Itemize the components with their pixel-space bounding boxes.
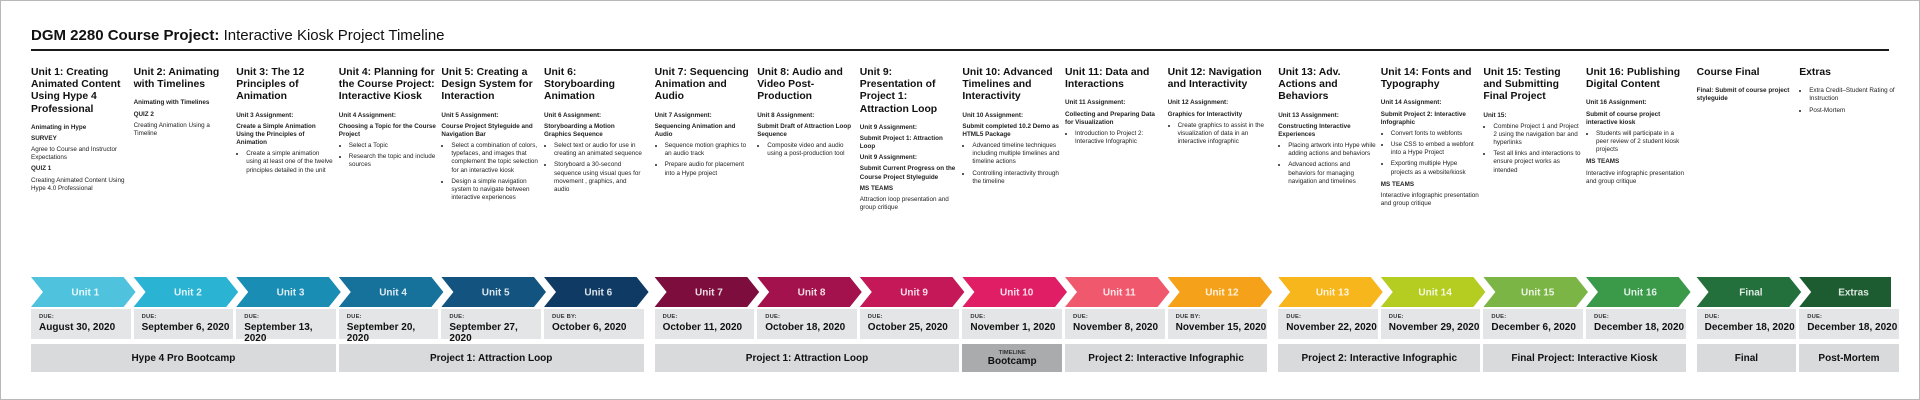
- due-cell: [134, 309, 234, 339]
- assignment-description: Interactive infographic presentation and group critique: [1586, 169, 1685, 185]
- unit-heading: Extras: [1799, 67, 1831, 78]
- task-list: [1483, 123, 1581, 175]
- unit-column: [1483, 67, 1581, 179]
- due-cell: [236, 309, 336, 344]
- project-phase-row: [31, 344, 1891, 372]
- title-divider: [31, 49, 1889, 51]
- unit-column: [962, 67, 1060, 190]
- chevron-label: Unit 14: [1418, 287, 1452, 299]
- assignment-description: Submit completed 10.2 Demo as HTML5 Package: [962, 122, 1059, 138]
- chevron-label: Unit 2: [174, 287, 202, 299]
- assignment-label: Unit 5 Assignment:: [441, 111, 499, 119]
- assignment-description: Submit Project 2: Interactive Infographic: [1380, 110, 1466, 126]
- assignment-label: Unit 13 Assignment:: [1278, 111, 1339, 119]
- due-label: DUE:: [970, 314, 986, 320]
- due-label: DUE:: [449, 314, 465, 320]
- chevron-label: Unit 3: [276, 287, 305, 299]
- phase-label: Project 2: Interactive Infographic: [1088, 352, 1244, 364]
- task-item: • Design a simple navigation system to navigate between interactive experiences: [451, 178, 539, 203]
- chevron-label: Unit 15: [1521, 287, 1555, 299]
- task-item: • Test all links and interactions to ensure project works as intended: [1493, 150, 1581, 175]
- assignment-label: Unit 4 Assignment:: [338, 111, 396, 119]
- unit-column: [1697, 67, 1795, 107]
- due-date: August 30, 2020: [39, 322, 116, 333]
- chevron-label: Unit 1: [71, 287, 100, 299]
- assignment-description: Submit Current Progress on the Course Project Styleguide: [859, 165, 956, 181]
- chevron-label: Unit 5: [481, 287, 510, 299]
- unit-heading: Unit 3: The 12 Principles of Animation: [236, 67, 305, 103]
- task-item: • Extra Credit–Student Rating of Instruction: [1809, 87, 1897, 103]
- phase-bar: [1065, 344, 1267, 372]
- unit-heading: Course Final: [1696, 67, 1760, 78]
- unit-heading: Unit 9: Presentation of Project 1: Attraction Loop: [859, 67, 938, 115]
- assignment-label: Unit 15:: [1483, 111, 1507, 119]
- due-cell: [1586, 309, 1686, 339]
- due-label: DUE:: [1388, 314, 1404, 320]
- due-label: DUE:: [1286, 314, 1302, 320]
- assignment-label: MS TEAMS: [1380, 180, 1415, 188]
- assignment-description: Attraction loop presentation and group critique: [859, 195, 949, 212]
- assignment-description: Agree to Course and Instructor Expectations: [31, 146, 118, 162]
- due-date: October 11, 2020: [662, 322, 743, 333]
- assignment-label: Unit 9 Assignment:: [859, 154, 917, 162]
- chevron-label: Extras: [1838, 287, 1869, 299]
- assignment-label: Unit 12 Assignment:: [1167, 99, 1229, 107]
- assignment-description: Create a Simple Animation Using the Principles of Animation: [236, 122, 316, 147]
- unit-column: [544, 67, 642, 198]
- due-cell: [1168, 309, 1268, 339]
- assignment-label: Unit 11 Assignment:: [1065, 99, 1126, 107]
- phase-label: Final Project: Interactive Kiosk: [1511, 352, 1658, 364]
- task-item: • Convert fonts to webfonts: [1391, 130, 1479, 138]
- due-label: DUE:: [1073, 314, 1088, 320]
- due-date: October 25, 2020: [867, 322, 948, 333]
- unit-columns: [31, 67, 1895, 277]
- task-list: [1799, 87, 1897, 115]
- task-list: [544, 142, 642, 194]
- assignment-label: MS TEAMS: [859, 184, 894, 192]
- assignment-label: SURVEY: [31, 134, 57, 142]
- due-cell: [441, 309, 541, 344]
- task-item: • Select a Topic: [349, 142, 437, 150]
- due-label: DUE:: [244, 314, 260, 320]
- unit-heading: Unit 7: Sequencing Animation and Audio: [654, 67, 749, 103]
- due-cell: [1483, 309, 1583, 339]
- due-label: DUE BY:: [552, 314, 577, 320]
- due-cell: [1799, 309, 1899, 339]
- due-label: DUE:: [765, 314, 781, 320]
- task-list: [1381, 130, 1479, 177]
- due-cell: [1065, 309, 1165, 339]
- assignment-description: Storyboarding a Motion Graphics Sequence: [544, 122, 615, 138]
- due-label: DUE BY:: [1175, 314, 1201, 320]
- task-item: • Select a combination of colors, typefaces, and images that complement the topic selection for an interactive kiosk: [451, 142, 539, 175]
- task-list: [757, 142, 855, 158]
- unit-heading: Unit 10: Advanced Timelines and Interactivity: [962, 67, 1053, 103]
- task-list: [1278, 142, 1376, 186]
- task-item: • Placing artwork into Hype while adding actions and behaviors: [1288, 142, 1376, 158]
- due-cell: [860, 309, 960, 339]
- phase-bar: [1483, 344, 1685, 372]
- chevron-label: Unit 7: [695, 287, 723, 299]
- unit-column: [31, 67, 129, 196]
- due-label: DUE:: [1491, 314, 1507, 320]
- assignment-description: Creating Animated Content Using Hype 4.0 Professional: [31, 176, 125, 192]
- task-item: • Students will participate in a peer review of 2 student kiosk projects: [1596, 130, 1684, 155]
- phase-label: Project 2: Interactive Infographic: [1301, 352, 1458, 364]
- due-date: November 22, 2020: [1286, 322, 1377, 333]
- due-cell: [655, 309, 755, 339]
- unit-column: [655, 67, 753, 182]
- task-list: [962, 142, 1060, 186]
- unit-column: [339, 67, 437, 174]
- assignment-label: QUIZ 1: [31, 165, 52, 173]
- due-date: October 6, 2020: [552, 322, 627, 333]
- due-label: DUE:: [346, 314, 362, 320]
- assignment-label: Unit 6 Assignment:: [544, 111, 602, 119]
- unit-heading: Unit 12: Navigation and Interactivity: [1167, 67, 1262, 91]
- unit-heading: Unit 8: Audio and Video Post-Production: [757, 67, 843, 103]
- unit-heading: Unit 5: Creating a Design System for Interaction: [441, 67, 533, 103]
- unit-heading: Unit 13: Adv. Actions and Behaviors: [1278, 67, 1341, 103]
- assignment-description: Submit Draft of Attraction Loop Sequence: [757, 122, 852, 138]
- assignment-description: Graphics for Interactivity: [1167, 110, 1243, 118]
- due-date: December 18, 2020: [1594, 322, 1685, 333]
- unit-column: [1381, 67, 1479, 211]
- assignment-label: Animating in Hype: [31, 123, 87, 131]
- due-cell: [962, 309, 1062, 339]
- phase-label: Final: [1734, 352, 1759, 364]
- assignment-description: Collecting and Preparing Data for Visualization: [1065, 110, 1155, 126]
- phase-label: Project 1: Attraction Loop: [429, 352, 553, 364]
- unit-column: [757, 67, 855, 162]
- page-title: [31, 27, 445, 44]
- chevron-label: Unit 4: [379, 287, 407, 299]
- unit-heading: Unit 4: Planning for the Course Project: Interactive Kiosk: [338, 67, 435, 103]
- unit-heading: Unit 2: Animating with Timelines: [133, 67, 220, 91]
- task-item: • Prepare audio for placement into a Hype project: [665, 161, 753, 177]
- due-date-row: [31, 309, 1898, 344]
- task-item: • Exporting multiple Hype projects as a website/kiosk: [1391, 160, 1479, 176]
- unit-column: [860, 67, 958, 215]
- task-list: [236, 150, 334, 175]
- unit-column: [1168, 67, 1266, 150]
- due-date: December 6, 2020: [1491, 322, 1576, 333]
- due-cell: [544, 309, 644, 339]
- chevron-label: Final: [1739, 287, 1763, 299]
- assignment-description: Creating Animation Using a Timeline: [133, 121, 210, 137]
- unit-column: [1586, 67, 1684, 189]
- due-date: September 20, 2020: [346, 322, 416, 344]
- assignment-description: Choosing a Topic for the Course Project: [338, 122, 436, 138]
- assignment-label: Unit 14 Assignment:: [1380, 99, 1442, 107]
- unit-column: [1799, 67, 1897, 119]
- title-rest: Interactive Kiosk Project Timeline: [223, 27, 445, 44]
- task-list: [1168, 122, 1266, 147]
- unit-heading: Unit 6: Storyboarding Animation: [544, 67, 616, 103]
- due-date: September 27, 2020: [449, 322, 518, 344]
- unit-column: [134, 67, 232, 141]
- phase-label: Bootcamp: [987, 355, 1037, 367]
- task-item: • Composite video and audio using a post-production tool: [767, 142, 855, 158]
- chevron-label: Unit 12: [1205, 287, 1239, 299]
- assignment-label: QUIZ 2: [133, 110, 154, 118]
- assignment-description: Submit of course project interactive kiosk: [1586, 110, 1661, 126]
- phase-bar: [655, 344, 960, 372]
- due-date: December 18, 2020: [1704, 322, 1795, 333]
- unit-heading: Unit 15: Testing and Submitting Final Project: [1483, 67, 1561, 103]
- task-item: • Advanced timeline techniques including multiple timelines and timeline actions: [972, 142, 1060, 167]
- due-cell: [339, 309, 439, 344]
- unit-heading: Unit 1: Creating Animated Content Using Hype 4 Professional: [31, 67, 121, 115]
- due-date: November 15, 2020: [1175, 322, 1267, 333]
- assignment-label: Unit 3 Assignment:: [236, 111, 294, 119]
- assignment-label: Final: Submit of course project styleguide: [1696, 87, 1790, 103]
- due-label: DUE:: [141, 314, 157, 320]
- timeline-arrows: [31, 277, 1891, 307]
- chevron-label: Unit 8: [797, 287, 826, 299]
- phase-bar: [1799, 344, 1899, 372]
- due-label: DUE:: [39, 314, 54, 320]
- due-date: November 1, 2020: [970, 322, 1056, 333]
- assignment-label: Unit 7 Assignment:: [654, 111, 712, 119]
- due-cell: [1381, 309, 1481, 339]
- due-cell: [31, 309, 131, 339]
- due-date: November 29, 2020: [1388, 322, 1480, 333]
- task-list: [339, 142, 437, 170]
- due-date: September 6, 2020: [141, 322, 230, 333]
- chevron-label: Unit 11: [1102, 287, 1136, 299]
- due-label: DUE:: [867, 314, 883, 320]
- due-label: DUE:: [662, 314, 678, 320]
- phase-bar: [1278, 344, 1480, 372]
- assignment-description: Submit Project 1: Attraction Loop: [859, 134, 943, 151]
- due-cell: [1278, 309, 1378, 339]
- assignment-description: Interactive infographic presentation and group critique: [1380, 191, 1479, 208]
- task-item: • Introduction to Project 2: Interactive Infographic: [1075, 130, 1163, 146]
- due-label: DUE:: [1704, 314, 1720, 320]
- phase-label: Post-Mortem: [1818, 352, 1880, 364]
- task-item: • Sequence motion graphics to an audio track: [665, 142, 753, 158]
- phase-bar: [31, 344, 336, 372]
- task-list: [441, 142, 539, 202]
- assignment-label: Animating with Timelines: [133, 99, 210, 107]
- phase-label: Hype 4 Pro Bootcamp: [131, 352, 236, 364]
- task-item: • Post-Mortem: [1809, 107, 1897, 115]
- task-item: • Use CSS to embed a webfont into a Hype Project: [1391, 141, 1479, 157]
- assignment-description: Course Project Styleguide and Navigation Bar: [441, 122, 533, 138]
- due-date: December 18, 2020: [1807, 322, 1898, 333]
- due-label: DUE:: [1807, 314, 1823, 320]
- task-item: • Advanced actions and behaviors for managing navigation and timelines: [1288, 161, 1376, 186]
- assignment-label: Unit 9 Assignment:: [859, 123, 917, 131]
- phase-bar: [962, 344, 1062, 372]
- due-date: November 8, 2020: [1073, 322, 1159, 333]
- phase-bar: [1697, 344, 1797, 372]
- task-item: • Select text or audio for use in creating an animated sequence: [554, 142, 642, 158]
- task-item: • Storyboard a 30-second sequence using visual ques for movement , graphics, and audio: [554, 161, 642, 194]
- unit-column: [1278, 67, 1376, 190]
- assignment-description: Constructing Interactive Experiences: [1278, 122, 1351, 138]
- chevron-label: Unit 9: [900, 287, 928, 299]
- phase-label: Project 1: Attraction Loop: [745, 352, 869, 364]
- assignment-label: Unit 10 Assignment:: [962, 111, 1024, 119]
- task-list: [1586, 130, 1684, 155]
- assignment-description: Sequencing Animation and Audio: [654, 122, 736, 138]
- task-item: • Create a simple animation using at least one of the twelve principles detailed in the unit: [246, 150, 334, 175]
- assignment-label: Unit 8 Assignment:: [757, 111, 815, 119]
- phase-bar: [339, 344, 644, 372]
- chevron-label: Unit 13: [1315, 287, 1350, 299]
- chevron-label: Unit 10: [1000, 287, 1034, 299]
- unit-heading: Unit 16: Publishing Digital Content: [1586, 67, 1681, 91]
- unit-column: [1065, 67, 1163, 150]
- assignment-label: Unit 16 Assignment:: [1586, 99, 1647, 107]
- task-list: [1065, 130, 1163, 146]
- chevron-label: Unit 6: [584, 287, 613, 299]
- due-label: DUE:: [1594, 314, 1609, 320]
- chevron-label: Unit 16: [1623, 287, 1657, 299]
- due-cell: [1697, 309, 1797, 339]
- task-item: • Create graphics to assist in the visualization of data in an interactive infographic: [1178, 122, 1266, 147]
- title-bold: DGM 2280 Course Project:: [31, 27, 220, 44]
- task-item: • Controlling interactivity through the timeline: [972, 170, 1060, 186]
- task-list: [655, 142, 753, 178]
- unit-heading: Unit 11: Data and Interactions: [1065, 67, 1150, 91]
- due-cell: [757, 309, 857, 339]
- phase-sublabel: TIMELINE: [998, 349, 1026, 356]
- unit-column: [236, 67, 334, 179]
- task-item: • Research the topic and include sources: [349, 153, 437, 169]
- due-date: October 18, 2020: [765, 322, 846, 333]
- unit-heading: Unit 14: Fonts and Typography: [1380, 67, 1472, 91]
- task-item: • Combine Project 1 and Project 2 using the navigation bar and hyperlinks: [1493, 123, 1581, 148]
- due-date: September 13, 2020: [244, 322, 313, 344]
- unit-column: [441, 67, 539, 206]
- assignment-label: MS TEAMS: [1586, 158, 1620, 166]
